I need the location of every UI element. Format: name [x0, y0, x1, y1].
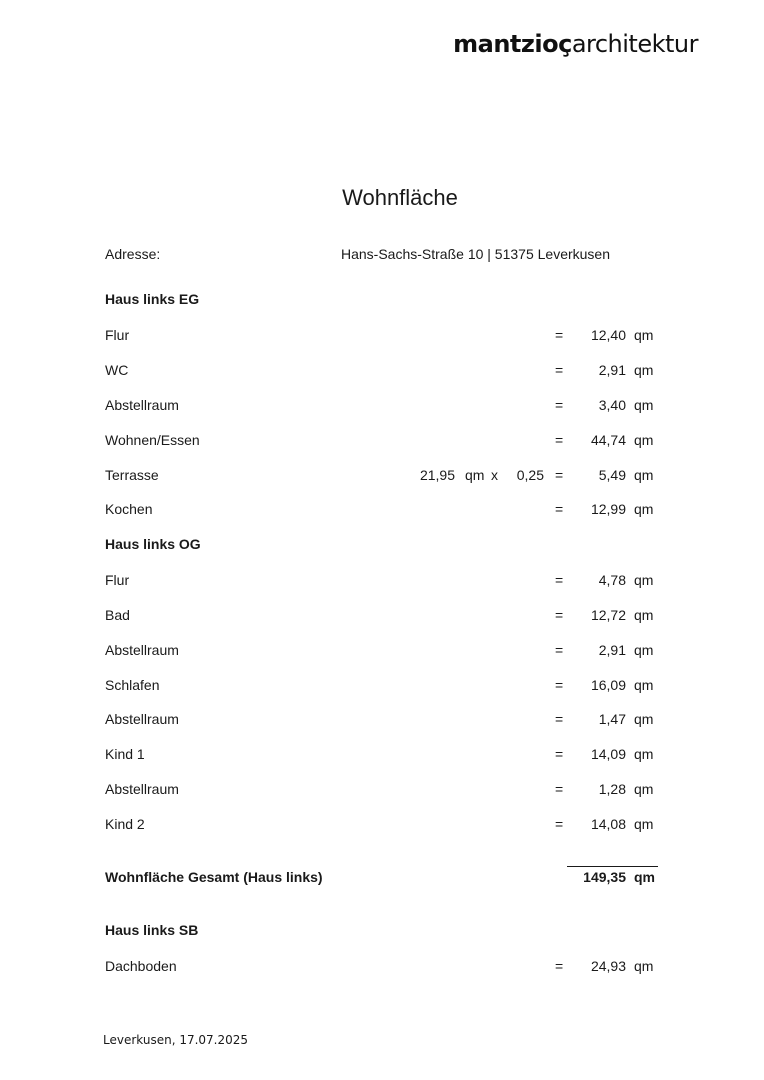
room-label: Kind 1	[105, 746, 145, 762]
table-row	[0, 465, 764, 485]
logo-bold-text: mantzioç	[453, 30, 572, 58]
area-unit: qm	[634, 781, 654, 797]
address-value: Hans-Sachs-Straße 10 | 51375 Leverkusen	[341, 246, 611, 262]
equals-sign: =	[555, 781, 564, 797]
area-unit: qm	[634, 327, 654, 343]
area-unit: qm	[634, 397, 654, 413]
section-heading-eg	[0, 289, 764, 309]
area-value: 16,09	[590, 677, 626, 693]
equals-sign: =	[555, 572, 564, 588]
area-unit: qm	[634, 711, 654, 727]
area-unit: qm	[634, 642, 654, 658]
section-heading: Haus links SB	[105, 922, 199, 938]
section-heading: Haus links OG	[105, 536, 201, 552]
area-value: 1,47	[598, 711, 626, 727]
equals-sign: =	[555, 432, 564, 448]
area-value: 2,91	[598, 362, 626, 378]
section-heading: Haus links EG	[105, 291, 200, 307]
address-row	[0, 244, 764, 264]
equals-sign: =	[555, 327, 564, 343]
section-heading-og	[0, 534, 764, 554]
total-unit: qm	[634, 869, 655, 885]
equals-sign: =	[555, 642, 564, 658]
area-unit: qm	[634, 958, 654, 974]
table-row	[0, 395, 764, 415]
area-value: 12,72	[590, 607, 626, 623]
area-value: 12,99	[590, 501, 626, 517]
room-label: Bad	[105, 607, 130, 623]
room-label: Abstellraum	[105, 397, 179, 413]
page-title: Wohnfläche	[342, 185, 458, 210]
calc-operator: x	[491, 467, 498, 483]
area-value: 14,09	[590, 746, 626, 762]
table-row	[0, 325, 764, 345]
table-row	[0, 499, 764, 519]
area-unit: qm	[634, 501, 654, 517]
area-value: 3,40	[598, 397, 626, 413]
area-unit: qm	[634, 677, 654, 693]
area-value: 1,28	[598, 781, 626, 797]
total-row	[0, 867, 764, 887]
area-unit: qm	[634, 432, 654, 448]
area-value: 44,74	[590, 432, 626, 448]
table-row	[0, 709, 764, 729]
equals-sign: =	[555, 746, 564, 762]
room-label: Flur	[105, 572, 130, 588]
area-unit: qm	[634, 816, 654, 832]
table-row	[0, 430, 764, 450]
calc-unit: qm	[465, 467, 485, 483]
table-row	[0, 814, 764, 834]
equals-sign: =	[555, 711, 564, 727]
room-label: Terrasse	[105, 467, 159, 483]
table-row	[0, 956, 764, 976]
area-unit: qm	[634, 467, 654, 483]
room-label: Wohnen/Essen	[105, 432, 200, 448]
calc-factor: 0,25	[516, 467, 544, 483]
equals-sign: =	[555, 816, 564, 832]
area-value: 12,40	[590, 327, 626, 343]
area-value: 4,78	[598, 572, 626, 588]
section-heading-sb	[0, 920, 764, 940]
table-row	[0, 779, 764, 799]
room-label: Kind 2	[105, 816, 145, 832]
room-label: Abstellraum	[105, 642, 179, 658]
equals-sign: =	[555, 607, 564, 623]
area-unit: qm	[634, 362, 654, 378]
equals-sign: =	[555, 362, 564, 378]
room-label: Kochen	[105, 501, 153, 517]
table-row	[0, 675, 764, 695]
total-value: 149,35	[583, 869, 626, 885]
room-label: Schlafen	[105, 677, 160, 693]
room-label: WC	[105, 362, 129, 378]
table-row	[0, 605, 764, 625]
equals-sign: =	[555, 397, 564, 413]
total-label: Wohnfläche Gesamt (Haus links)	[105, 869, 323, 885]
room-label: Dachboden	[105, 958, 177, 974]
area-value: 2,91	[598, 642, 626, 658]
area-value: 5,49	[598, 467, 626, 483]
equals-sign: =	[555, 958, 564, 974]
equals-sign: =	[555, 677, 564, 693]
equals-sign: =	[555, 467, 564, 483]
room-label: Flur	[105, 327, 130, 343]
table-row	[0, 570, 764, 590]
room-label: Abstellraum	[105, 781, 179, 797]
table-row	[0, 744, 764, 764]
calc-area: 21,95	[419, 467, 455, 483]
company-logo	[453, 30, 698, 58]
table-row	[0, 360, 764, 380]
area-unit: qm	[634, 607, 654, 623]
equals-sign: =	[555, 501, 564, 517]
address-label: Adresse:	[105, 246, 161, 262]
area-value: 24,93	[590, 958, 626, 974]
area-value: 14,08	[590, 816, 626, 832]
area-unit: qm	[634, 572, 654, 588]
footer-place-date: Leverkusen, 17.07.2025	[103, 1033, 249, 1047]
room-label: Abstellraum	[105, 711, 179, 727]
table-row	[0, 640, 764, 660]
logo-light-text: architektur	[571, 30, 698, 58]
area-unit: qm	[634, 746, 654, 762]
